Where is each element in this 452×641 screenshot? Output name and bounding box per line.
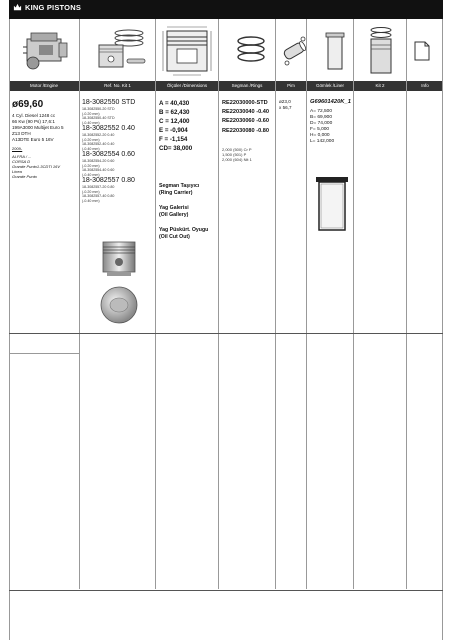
vehicle-model: Grande Punto1.3CDTI 16V [12,164,61,169]
pin-length: x 56,7 [279,105,292,110]
header-engine: Motor /Engine [29,83,58,88]
vehicle-model: ALFRA / ... [12,154,32,159]
header-pin: Pim [287,83,295,88]
note-oil-gallery: Yag Galerisi [159,205,189,211]
ring-spec: 2,000 (500) Cr P [222,147,252,152]
note-oil-gallery-en: (Oil Gallery) [159,212,189,218]
ring-specs [222,147,252,162]
liner-dims [310,109,351,145]
ref-group [82,151,154,177]
engine-line: 66 Kw (90 Ps) 17,6:1 [12,119,55,124]
dimension-list [159,99,192,153]
piston-kit-icon [89,25,151,77]
vehicle-model: CORSA D [12,159,31,164]
engine-line: Z13 DTH [12,131,31,136]
feature-notes [159,183,208,241]
header-ref: Ref. No. Kit 1 [104,83,131,88]
kit2-icon [366,25,396,77]
ref-sub: 18-3082550-20 STD [82,107,115,111]
header-dimensions: Ölçüler /Dimensions [166,83,208,88]
document-icon [414,41,430,61]
ref-sub: (-0.40 mm) [82,198,100,203]
rings-icon [227,33,275,71]
vehicle-model: Grande Punto [12,174,37,179]
note-ring-carrier-en: (Ring Carrier) [159,190,193,196]
ref-sub: 18-3082552-20 0.40 [82,133,115,137]
ref-sub: (-0.20 mm) [82,189,100,194]
ref-sub: (-0.20 mm) [82,111,100,116]
ref-sub: 18-3082557-20 0.80 [82,185,115,189]
engine-details [12,113,78,179]
brand-name: KING PISTONS [25,3,82,12]
ref-sub: 18-3082557-40 0.80 [82,194,115,198]
image-row [9,19,443,82]
liner-dim: D= 74,000 [310,121,333,126]
ring-code: RE22030080 -0.80 [222,127,269,134]
liner-code: G69601420K_1 [310,99,351,105]
top-bar [9,0,443,19]
ref-group [82,177,154,203]
bore-diameter: ø69,60 [12,99,44,110]
header-liner: Gömlek /Liner [315,83,344,88]
liner-dim: L= 142,000 [310,139,335,144]
vehicle-model: Linea [12,169,22,174]
piston-side-photo [99,240,139,278]
ring-code: RE22030040 -0.40 [222,109,269,116]
piston-top-photo [99,285,139,325]
engine-year: 2009- [12,146,23,151]
brand-logo [13,3,81,12]
footer-section [9,590,443,641]
note-oil-cut-out-en: (Oil Cut Out) [159,234,190,240]
dimension-value: F = -1,154 [159,136,188,143]
note-oil-cut-out: Yag Püskürt. Oyugu [159,227,209,233]
ref-group [82,125,154,151]
ring-list [222,99,269,136]
crown-icon [13,3,22,12]
ref-sub: (-0.40 mm) [82,120,100,125]
liner-dim: F= 5,000 [310,127,330,132]
empty-section [9,333,443,590]
dimension-drawing-icon [159,23,217,79]
dimension-value: A = 40,430 [159,100,190,107]
engine-icon [19,29,71,73]
liner-dim: B= 69,900 [310,115,333,120]
ref-sub: (-0.40 mm) [82,172,100,177]
ref-main: 18-3082554 0.60 [82,151,135,158]
ref-list [82,99,154,203]
ref-group [82,99,154,125]
ref-sub: (-0.20 mm) [82,163,100,168]
ref-main: 18-3082557 0.80 [82,177,135,184]
ref-sub: 18-3082554-20 0.60 [82,159,115,163]
ref-sub: (-0.40 mm) [82,146,100,151]
ref-main: 18-3082552 0.40 [82,125,135,132]
note-ring-carrier: Segman Taşıyıcı [159,183,200,189]
ref-main: 18-3082550 STD [82,99,136,106]
ring-code: RE22030060 -0.60 [222,118,269,125]
liner-drawing [314,175,350,233]
dimension-value: CD= 38,000 [159,145,193,152]
ref-sub: (-0.20 mm) [82,137,100,142]
dimension-value: B = 62,430 [159,109,190,116]
engine-line: 199A3000 Multijet Euro 5 [12,125,64,130]
pin-dimensions [279,99,292,111]
liner-dim: A= 72,500 [310,109,333,114]
ref-sub: 18-3082550-40 STD [82,116,115,120]
liner-icon [325,31,345,71]
catalog-sheet [9,0,443,640]
ref-sub: 18-3082552-40 0.40 [82,142,115,146]
ring-code: RE22030000-STD [222,100,268,106]
liner-details [310,99,351,145]
ring-spec: 1,500 (501) P [222,152,247,157]
header-rings: Segman /Rings [231,83,263,88]
pin-diameter: ø23,0 [279,99,291,104]
header-info: Info [421,83,429,88]
column-header [9,81,443,91]
engine-line: A13DTE Euro 5 16V [12,137,54,142]
ring-spec: 2,000 (604) Nit 1 [222,157,252,162]
pin-icon [279,33,309,69]
dimension-value: E = -0,904 [159,127,188,134]
dimension-value: C = 12,400 [159,118,190,125]
engine-line: 4 Cyl. Diesel 1248 cc [12,113,56,118]
liner-dim: H= 0,000 [310,133,330,138]
ref-sub: 18-3082554-40 0.60 [82,168,115,172]
header-kit2: Kit 2 [375,83,385,88]
